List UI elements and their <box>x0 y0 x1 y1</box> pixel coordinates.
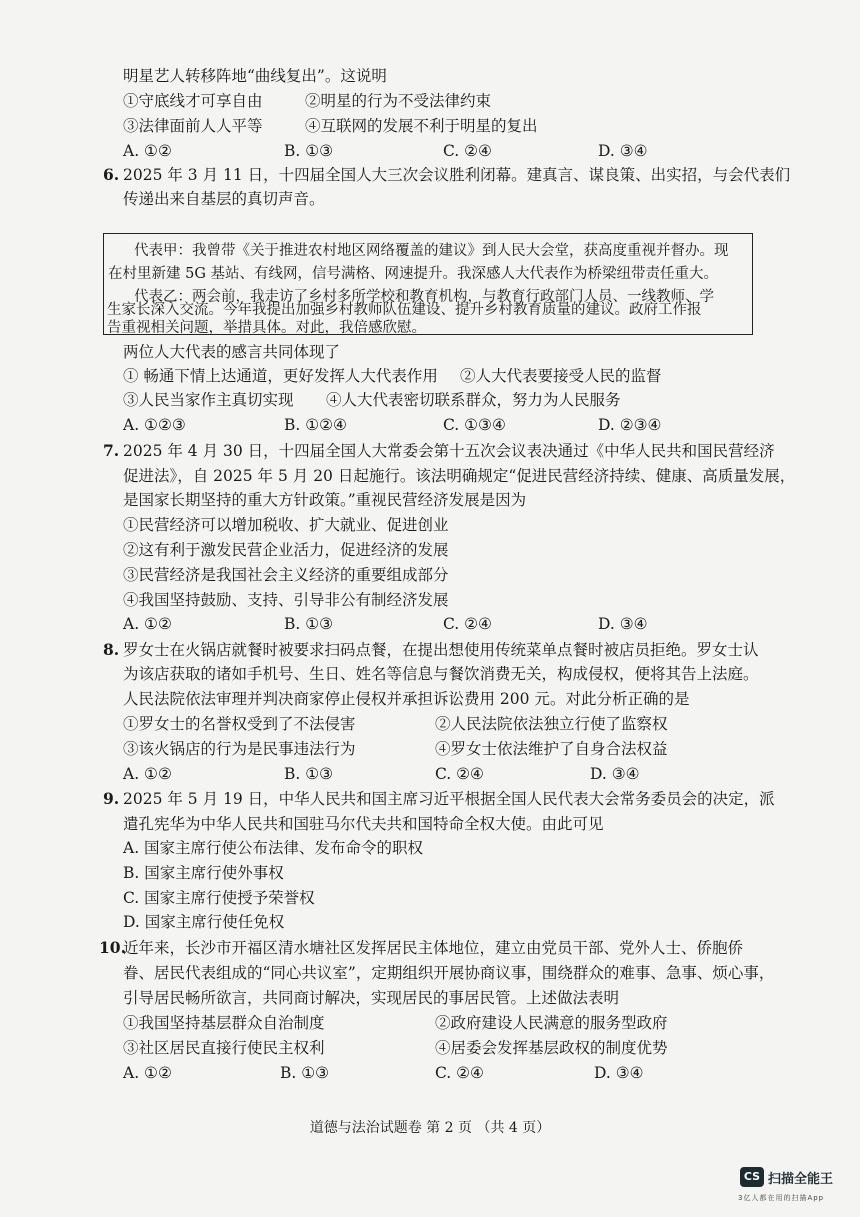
q6-box-line-4: 生家长深入交流。今年我提出加强乡村教师队伍建设、提升乡村教育质量的建议。政府工作报 <box>107 302 702 318</box>
q8-statement-4: ④罗女士依法维护了自身合法权益 <box>435 740 668 758</box>
q9-option-d: D. 国家主席行使任免权 <box>123 913 285 931</box>
q8-stem-line-1: 罗女士在火锅店就餐时被要求扫码点餐，在提出想使用传统菜单点餐时被店员拒绝。罗女士认 <box>123 641 759 659</box>
q8-statement-3: ③该火锅店的行为是民事违法行为 <box>123 740 356 758</box>
q6-statement-1: ① 畅通下情上达通道，更好发挥人大代表作用 <box>123 367 438 385</box>
q9-option-c: C. 国家主席行使授予荣誉权 <box>123 889 315 907</box>
q8-stem-line-2: 为该店获取的诸如手机号、生日、姓名等信息与餐饮消费无关，构成侵权，便将其告上法庭。 <box>123 665 759 683</box>
q7-option-a: A. ①② <box>123 615 172 633</box>
q8-option-d: D. ③④ <box>590 765 640 783</box>
q6-box-line-2: 在村里新建 5G 基站、有线网，信号满格、网速提升。我深感人大代表作为桥梁纽带责任重大。 <box>108 266 719 282</box>
q6-box-line-3: 代表乙：两会前，我走访了乡村多所学校和教育机构，与教育行政部门人员、一线教师、学 <box>134 289 714 305</box>
q8-option-c: C. ②④ <box>435 765 484 783</box>
page-footer: 道德与法治试题卷 第 2 页 （共 4 页） <box>309 1120 551 1136</box>
q10-option-a: A. ①② <box>123 1064 172 1082</box>
q5-stem: 明星艺人转移阵地“曲线复出”。这说明 <box>123 67 387 85</box>
q7-stem-line-2: 促进法》，自 2025 年 5 月 20 日起施行。该法明确规定“促进民营经济持续、健康、高质量发展， <box>123 467 796 485</box>
q8-number: 8. <box>103 640 120 659</box>
q10-stem-line-2: 眷、居民代表组成的“同心共议室”，定期组织开展协商议事，围绕群众的难事、急事、烦心事， <box>123 964 775 982</box>
q6-option-b: B. ①②④ <box>284 416 347 434</box>
q9-stem-line-1: 2025 年 5 月 19 日，中华人民共和国主席习近平根据全国人民代表大会常务委员会的决定，派 <box>123 790 775 808</box>
q6-option-c: C. ①③④ <box>443 416 506 434</box>
q8-statement-1: ①罗女士的名誉权受到了不法侵害 <box>123 715 356 733</box>
q10-option-b: B. ①③ <box>280 1064 330 1082</box>
q6-stem-line-1: 2025 年 3 月 11 日，十四届全国人大三次会议胜利闭幕。建真言、谋良策、出实招，与会代表们 <box>123 166 791 184</box>
q8-option-b: B. ①③ <box>284 765 334 783</box>
q5-option-c: C. ②④ <box>443 142 492 160</box>
q9-stem-line-2: 遣孔宪华为中华人民共和国驻马尔代夫共和国特命全权大使。由此可见 <box>123 815 604 833</box>
q6-number: 6. <box>103 165 120 184</box>
q7-stem-line-3: 是国家长期坚持的重大方针政策。”重视民营经济发展是因为 <box>123 491 527 509</box>
q5-statement-3: ③法律面前人人平等 <box>123 117 263 135</box>
q6-statement-4: ④人大代表密切联系群众，努力为人民服务 <box>326 391 621 409</box>
q7-option-d: D. ③④ <box>598 615 648 633</box>
q10-stem-line-3: 引导居民畅所欲言，共同商讨解决，实现居民的事居民管。上述做法表明 <box>123 989 620 1007</box>
q5-option-b: B. ①③ <box>284 142 334 160</box>
q9-number: 9. <box>103 789 120 808</box>
q5-statement-2: ②明星的行为不受法律约束 <box>305 92 492 110</box>
camscanner-logo-icon: CS <box>740 1167 764 1187</box>
q5-option-a: A. ①② <box>123 142 172 160</box>
q5-option-d: D. ③④ <box>598 142 648 160</box>
q6-statement-3: ③人民当家作主真切实现 <box>123 391 294 409</box>
q5-statement-1: ①守底线才可享自由 <box>123 92 263 110</box>
q10-statement-2: ②政府建设人民满意的服务型政府 <box>435 1014 668 1032</box>
q6-stem-line-2: 传递出来自基层的真切声音。 <box>123 190 325 208</box>
q6-statement-2: ②人大代表要接受人民的监督 <box>460 367 662 385</box>
q6-question: 两位人大代表的感言共同体现了 <box>123 343 341 361</box>
q9-option-a: A. 国家主席行使公布法律、发布命令的职权 <box>123 839 424 857</box>
q9-option-b: B. 国家主席行使外事权 <box>123 864 284 882</box>
q10-statement-4: ④居委会发挥基层政权的制度优势 <box>435 1039 668 1057</box>
q7-option-b: B. ①③ <box>284 615 334 633</box>
camscanner-name: 扫描全能王 <box>768 1172 834 1187</box>
q7-statement-4: ④我国坚持鼓励、支持、引导非公有制经济发展 <box>123 591 449 609</box>
q10-number: 10. <box>99 938 126 957</box>
q7-stem-line-1: 2025 年 4 月 30 日，十四届全国人大常委会第十五次会议表决通过《中华人民共和国民营经济 <box>123 442 775 460</box>
q7-statement-1: ①民营经济可以增加税收、扩大就业、促进创业 <box>123 516 449 534</box>
q8-stem-line-3: 人民法院依法审理并判决商家停止侵权并承担诉讼费用 200 元。对此分析正确的是 <box>123 690 690 708</box>
q6-box-line-5: 告重视相关问题，举措具体。对此，我倍感欣慰。 <box>107 320 426 336</box>
q10-option-d: D. ③④ <box>594 1064 644 1082</box>
q10-statement-3: ③社区居民直接行使民主权利 <box>123 1039 325 1057</box>
q7-statement-2: ②这有利于激发民营企业活力，促进经济的发展 <box>123 541 449 559</box>
q7-number: 7. <box>103 441 120 460</box>
q6-box-line-1: 代表甲：我曾带《关于推进农村地区网络覆盖的建议》到人民大会堂，获高度重视并督办。现 <box>134 243 729 259</box>
q8-statement-2: ②人民法院依法独立行使了监察权 <box>435 715 668 733</box>
q7-statement-3: ③民营经济是我国社会主义经济的重要组成部分 <box>123 566 449 584</box>
q6-option-d: D. ②③④ <box>598 416 662 434</box>
q10-stem-line-1: 近年来，长沙市开福区清水塘社区发挥居民主体地位，建立由党员干部、党外人士、侨胞侨 <box>123 939 744 957</box>
q6-option-a: A. ①②③ <box>123 416 186 434</box>
q10-statement-1: ①我国坚持基层群众自治制度 <box>123 1014 325 1032</box>
q10-option-c: C. ②④ <box>435 1064 484 1082</box>
q5-statement-4: ④互联网的发展不利于明星的复出 <box>305 117 538 135</box>
q7-option-c: C. ②④ <box>443 615 492 633</box>
q8-option-a: A. ①② <box>123 765 172 783</box>
camscanner-tagline: 3亿人都在用的扫描App <box>738 1194 825 1202</box>
